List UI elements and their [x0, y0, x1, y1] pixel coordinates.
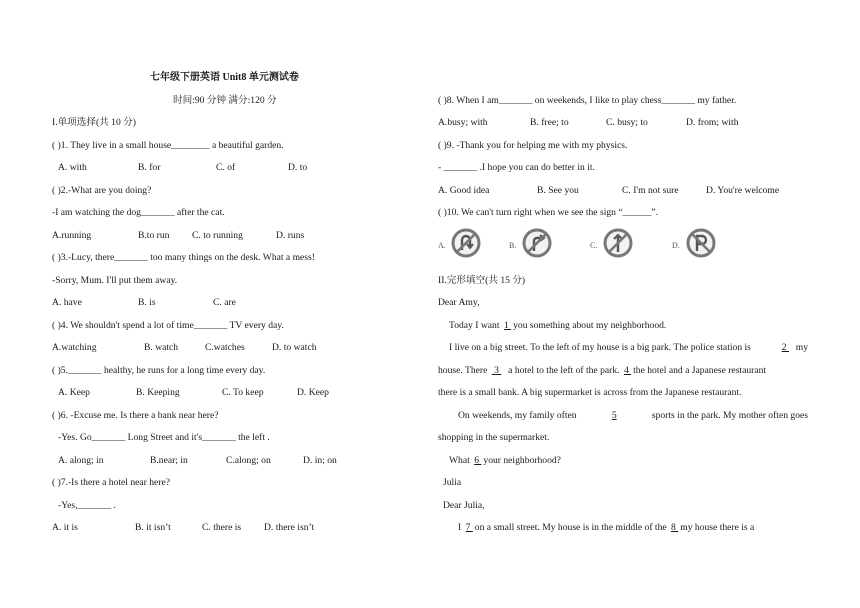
- cloze-paragraph-1: [449, 320, 666, 332]
- cloze-text: Today I want: [449, 320, 502, 331]
- q9-option-a: A. Good idea: [438, 185, 490, 196]
- question-1: ( )1. They live in a small house________ a beautiful garden.: [52, 140, 284, 151]
- cloze-paragraph-3: [438, 365, 808, 377]
- q5-option-c: C. To keep: [222, 387, 264, 398]
- q8-option-b: B. free; to: [530, 117, 569, 128]
- cloze-blank-5[interactable]: 5: [611, 410, 617, 421]
- q4-option-a: A.watching: [52, 342, 97, 353]
- letter1-greeting: Dear Amy,: [438, 297, 480, 308]
- q7-option-d: D. there isn’t: [264, 522, 315, 533]
- question-3: ( )3.-Lucy, there_______ too many things on the desk. What a mess!: [52, 252, 315, 263]
- question-8: ( )8. When I am_______ on weekends, I like to play chess_______ my father.: [438, 95, 737, 106]
- q3-option-b: B. is: [138, 297, 156, 308]
- cloze-paragraph-6: shopping in the supermarket.: [438, 432, 550, 443]
- cloze-paragraph-4: there is a small bank. A big supermarket is across from the Japanese restaurant.: [438, 387, 742, 398]
- cloze-text: house. There: [438, 365, 488, 376]
- question-4: ( )4. We shouldn't spend a lot of time_______ TV every day.: [52, 320, 284, 331]
- exam-title: 七年级下册英语 Unit8 单元测试卷: [150, 72, 299, 83]
- section2-heading: II.完形填空(共 15 分): [438, 275, 526, 286]
- q8-option-d: D. from; with: [686, 117, 739, 128]
- question-7: ( )7.-Is there a hotel near here?: [52, 477, 170, 488]
- no-parking-sign-icon: [686, 228, 716, 258]
- question-5: ( )5._______ healthy, he runs for a long time every day.: [52, 365, 266, 376]
- cloze-text: I live on a big street. To the left of my house is a big park. The police station is: [449, 342, 751, 353]
- question-9-line2: - _______ .I hope you can do better in it.: [438, 162, 595, 173]
- cloze-blank-4[interactable]: 4: [623, 365, 632, 376]
- q6-option-d: D. in; on: [303, 455, 337, 466]
- q6-option-c: C.along; on: [226, 455, 271, 466]
- q5-option-b: B. Keeping: [136, 387, 180, 398]
- cloze-text: What: [449, 455, 473, 466]
- cloze-text: a hotel to the left of the park.: [505, 365, 622, 376]
- exam-info: 时间:90 分钟 满分:120 分: [173, 95, 277, 106]
- no-u-turn-sign-icon: [451, 228, 481, 258]
- q2-option-b: B.to run: [138, 230, 170, 241]
- question-3-line2: -Sorry, Mum. I'll put them away.: [52, 275, 178, 286]
- cloze-text: sports in the park. My mother often goes: [651, 410, 808, 421]
- q3-option-a: A. have: [52, 297, 82, 308]
- q9-option-c: C. I'm not sure: [622, 185, 679, 196]
- question-2: ( )2.-What are you doing?: [52, 185, 152, 196]
- q9-option-d: D. You're welcome: [706, 185, 780, 196]
- q2-option-d: D. runs: [276, 230, 305, 241]
- cloze-text: you something about my neighborhood.: [513, 320, 667, 331]
- sign-label-c: C.: [590, 241, 598, 250]
- question-2-line2: -I am watching the dog_______ after the cat.: [52, 207, 225, 218]
- q1-option-b: B. for: [138, 162, 161, 173]
- q4-option-d: D. to watch: [272, 342, 317, 353]
- q8-option-c: C. busy; to: [606, 117, 648, 128]
- cloze-blank-7[interactable]: 7: [465, 522, 473, 533]
- section1-heading: I.单项选择(共 10 分): [52, 117, 136, 128]
- question-6: ( )6. -Excuse me. Is there a bank near here?: [52, 410, 219, 421]
- question-6-line2: -Yes. Go_______ Long Street and it's_______ the left .: [58, 432, 270, 443]
- q7-option-b: B. it isn’t: [135, 522, 171, 533]
- q4-option-b: B. watch: [144, 342, 179, 353]
- letter1-signature: Julia: [443, 477, 462, 488]
- cloze-text: the hotel and a Japanese restaurant: [633, 365, 767, 376]
- q8-option-a: A.busy; with: [438, 117, 488, 128]
- sign-label-a: A.: [438, 241, 446, 250]
- cloze-blank-2[interactable]: 2: [781, 342, 789, 353]
- no-right-turn-sign-icon: [522, 228, 552, 258]
- q1-option-c: C. of: [216, 162, 236, 173]
- no-straight-ahead-sign-icon: [603, 228, 633, 258]
- cloze-blank-1[interactable]: 1: [503, 320, 512, 331]
- letter2-greeting: Dear Julia,: [443, 500, 485, 511]
- question-10: ( )10. We can't turn right when we see the sign “______”.: [438, 207, 659, 218]
- cloze-blank-8[interactable]: 8: [671, 522, 679, 533]
- cloze-text: my: [795, 342, 808, 353]
- cloze-text: On weekends, my family often: [458, 410, 577, 421]
- q9-option-b: B. See you: [537, 185, 579, 196]
- cloze-text: your neighborhood?: [483, 455, 561, 466]
- sign-label-d: D.: [672, 241, 680, 250]
- q3-option-c: C. are: [213, 297, 236, 308]
- cloze-paragraph-2: [449, 342, 808, 354]
- q5-option-a: A. Keep: [58, 387, 90, 398]
- q1-option-d: D. to: [288, 162, 308, 173]
- cloze-paragraph-8: [458, 522, 754, 534]
- sign-label-b: B.: [509, 241, 517, 250]
- cloze-text: I: [458, 522, 464, 533]
- cloze-text: on a small street. My house is in the middle of the: [474, 522, 670, 533]
- q6-option-b: B.near; in: [150, 455, 188, 466]
- cloze-blank-3[interactable]: 3: [491, 365, 502, 376]
- q1-option-a: A. with: [58, 162, 87, 173]
- q7-option-c: C. there is: [202, 522, 242, 533]
- cloze-text: my house there is a: [680, 522, 755, 533]
- q7-option-a: A. it is: [52, 522, 78, 533]
- question-9: ( )9. -Thank you for helping me with my physics.: [438, 140, 628, 151]
- question-7-line2: -Yes,_______ .: [58, 500, 116, 511]
- cloze-paragraph-7: [449, 455, 561, 467]
- q2-option-a: A.running: [52, 230, 92, 241]
- cloze-paragraph-5: [458, 410, 808, 422]
- cloze-blank-6[interactable]: 6: [474, 455, 482, 466]
- q2-option-c: C. to running: [192, 230, 243, 241]
- q6-option-a: A. along; in: [58, 455, 104, 466]
- q5-option-d: D. Keep: [297, 387, 329, 398]
- q4-option-c: C.watches: [205, 342, 245, 353]
